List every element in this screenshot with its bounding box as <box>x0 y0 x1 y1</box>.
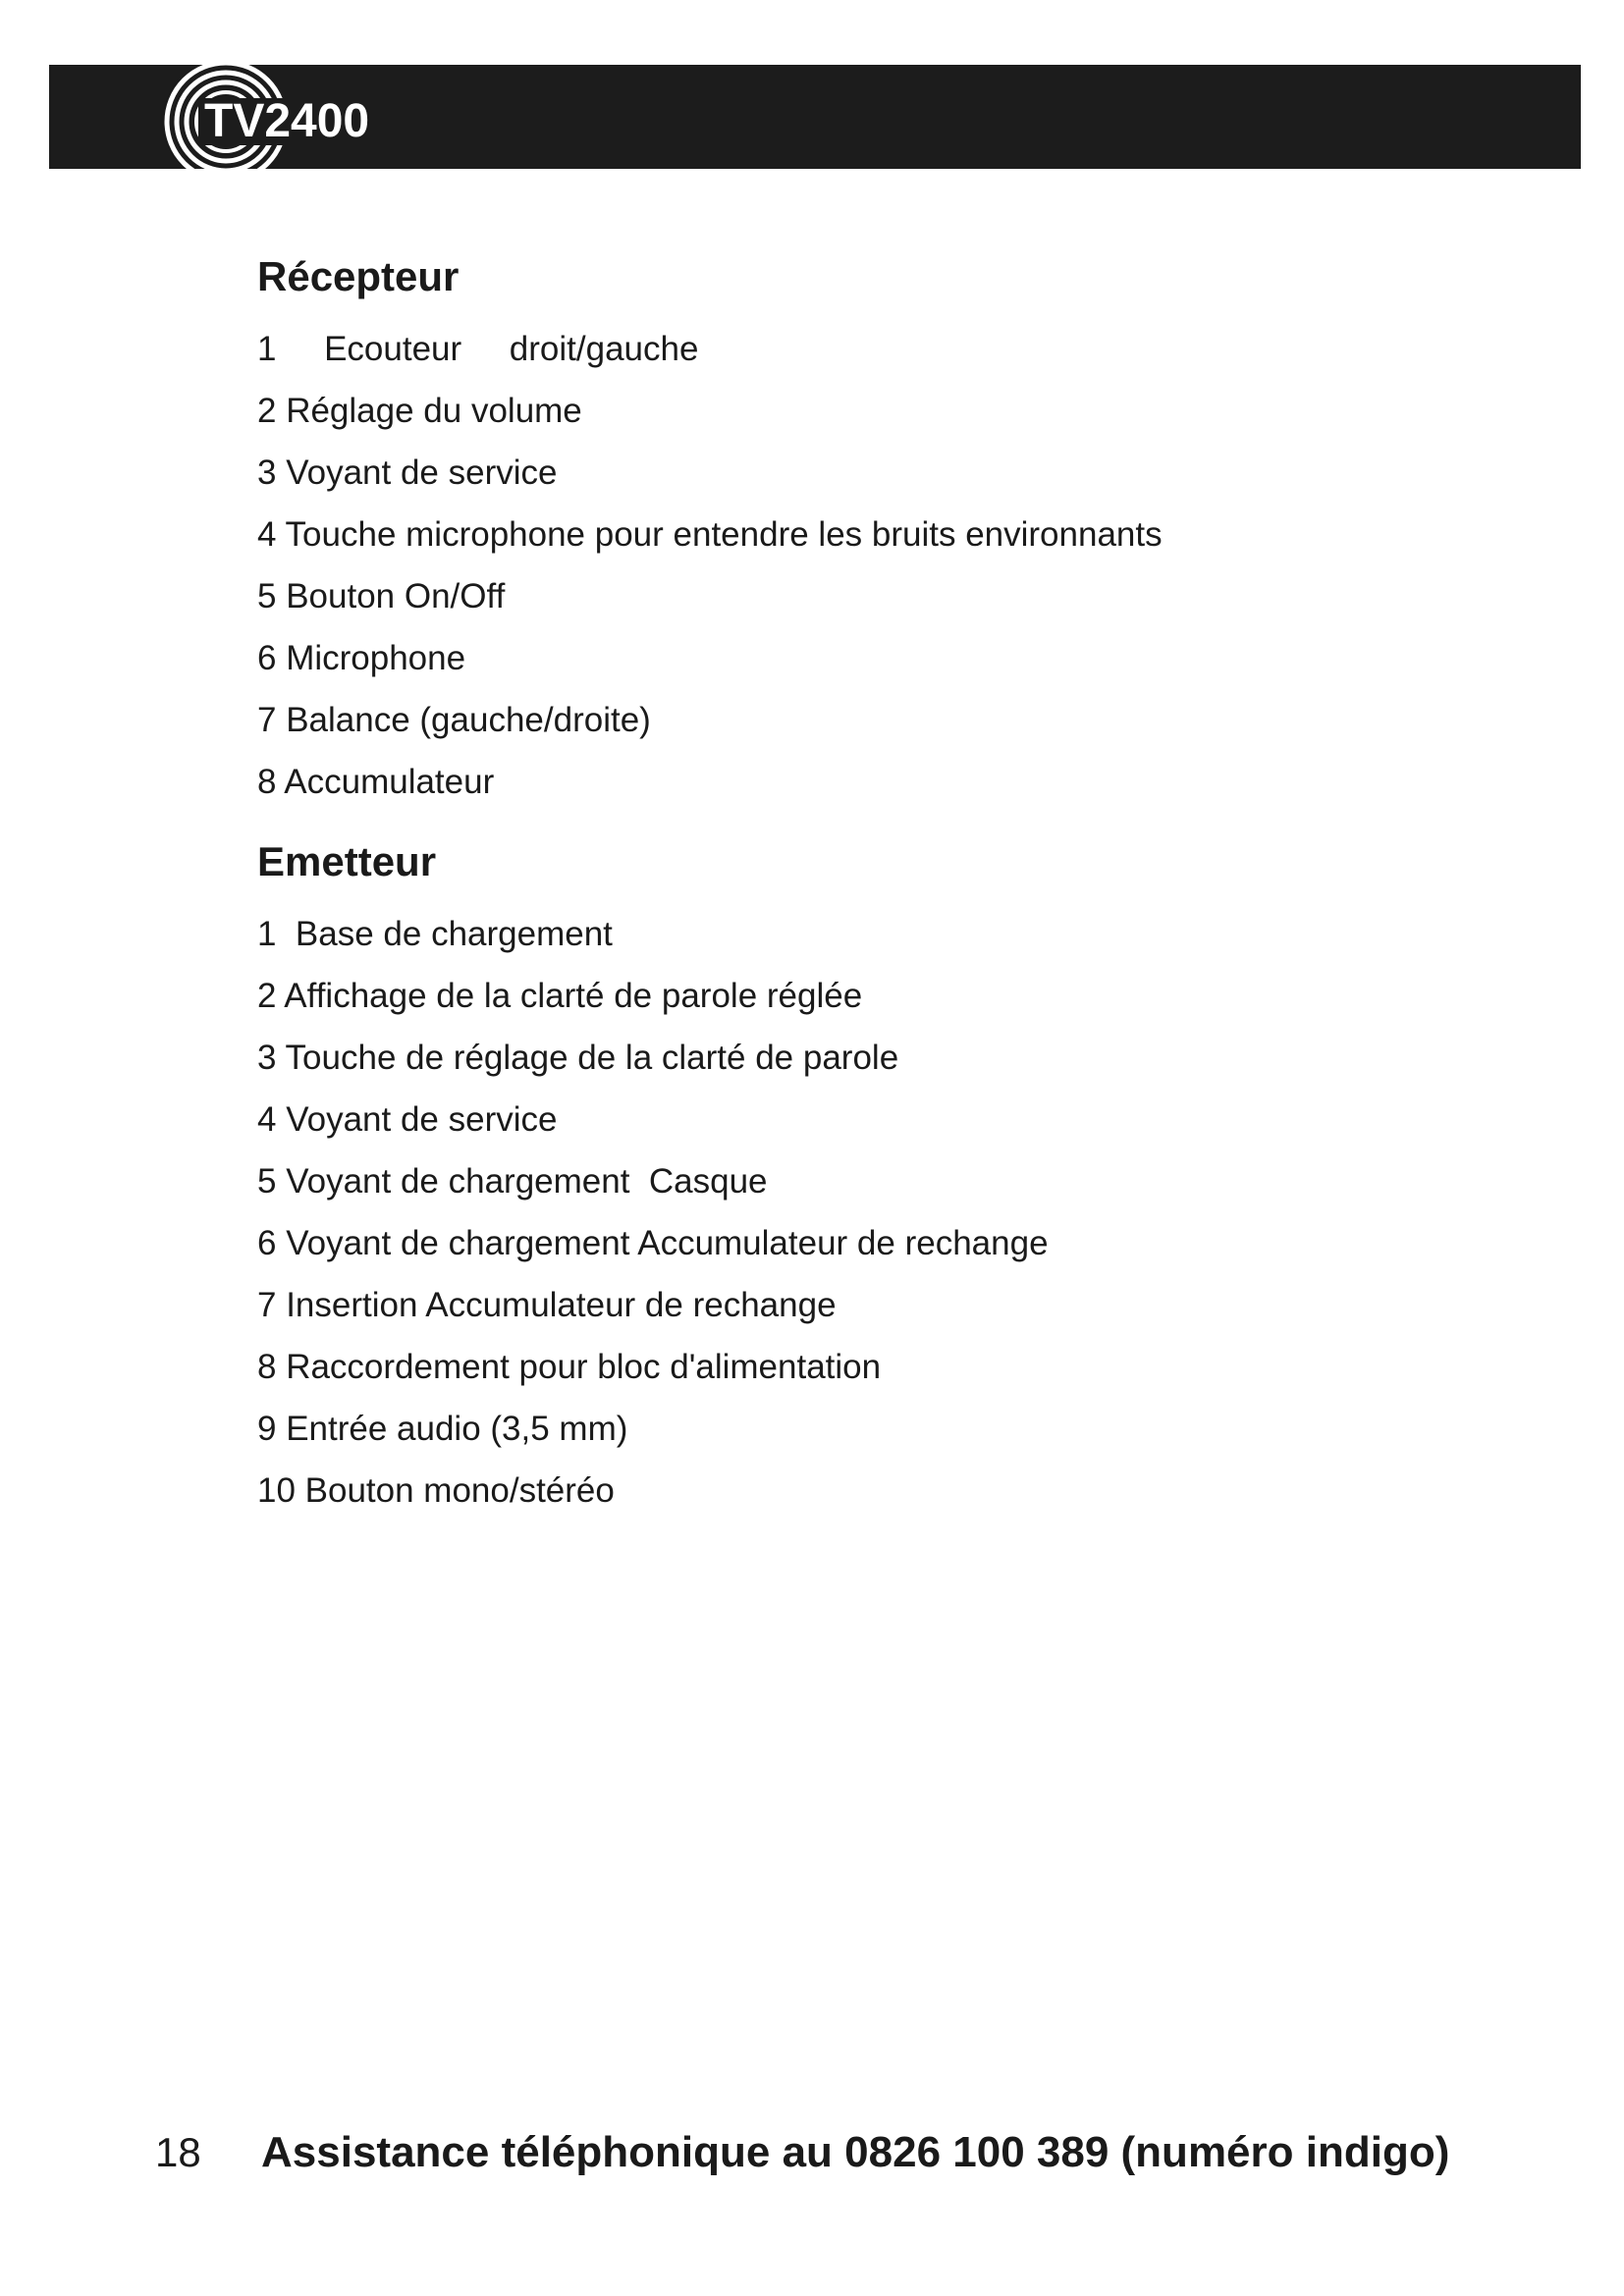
parts-list <box>257 247 1435 1522</box>
transmitter-item: 5 Voyant de chargement Casque <box>257 1162 768 1201</box>
transmitter-item: 3 Touche de réglage de la clarté de parole <box>257 1039 899 1077</box>
transmitter-item: 6 Voyant de chargement Accumulateur de rechange <box>257 1224 1049 1262</box>
receiver-title: Récepteur <box>257 253 460 299</box>
page-number: 18 <box>155 2129 201 2175</box>
hotline-text: Assistance téléphonique au 0826 100 389 (numéro indigo) <box>261 2128 1450 2176</box>
transmitter-title: Emetteur <box>257 838 437 884</box>
receiver-item: 8 Accumulateur <box>257 763 495 801</box>
receiver-item: 3 Voyant de service <box>257 454 558 492</box>
transmitter-item: 1 Base de chargement <box>257 915 613 953</box>
transmitter-item: 10 Bouton mono/stéréo <box>257 1471 615 1510</box>
receiver-item: 2 Réglage du volume <box>257 392 582 430</box>
transmitter-item: 7 Insertion Accumulateur de rechange <box>257 1286 837 1324</box>
logo-text: TV2400 <box>204 95 370 147</box>
receiver-item: 1 Ecouteur droit/gauche <box>257 330 699 368</box>
receiver-item: 7 Balance (gauche/droite) <box>257 701 651 739</box>
receiver-item: 6 Microphone <box>257 639 466 677</box>
transmitter-item: 8 Raccordement pour bloc d'alimentation <box>257 1348 882 1386</box>
footer <box>155 2118 1549 2187</box>
transmitter-item: 2 Affichage de la clarté de parole réglée <box>257 977 863 1015</box>
receiver-item: 4 Touche microphone pour entendre les bruits environnants <box>257 515 1163 554</box>
section-gap <box>257 813 1435 832</box>
receiver-item: 5 Bouton On/Off <box>257 577 506 615</box>
transmitter-item: 9 Entrée audio (3,5 mm) <box>257 1410 628 1448</box>
transmitter-item: 4 Voyant de service <box>257 1100 558 1139</box>
